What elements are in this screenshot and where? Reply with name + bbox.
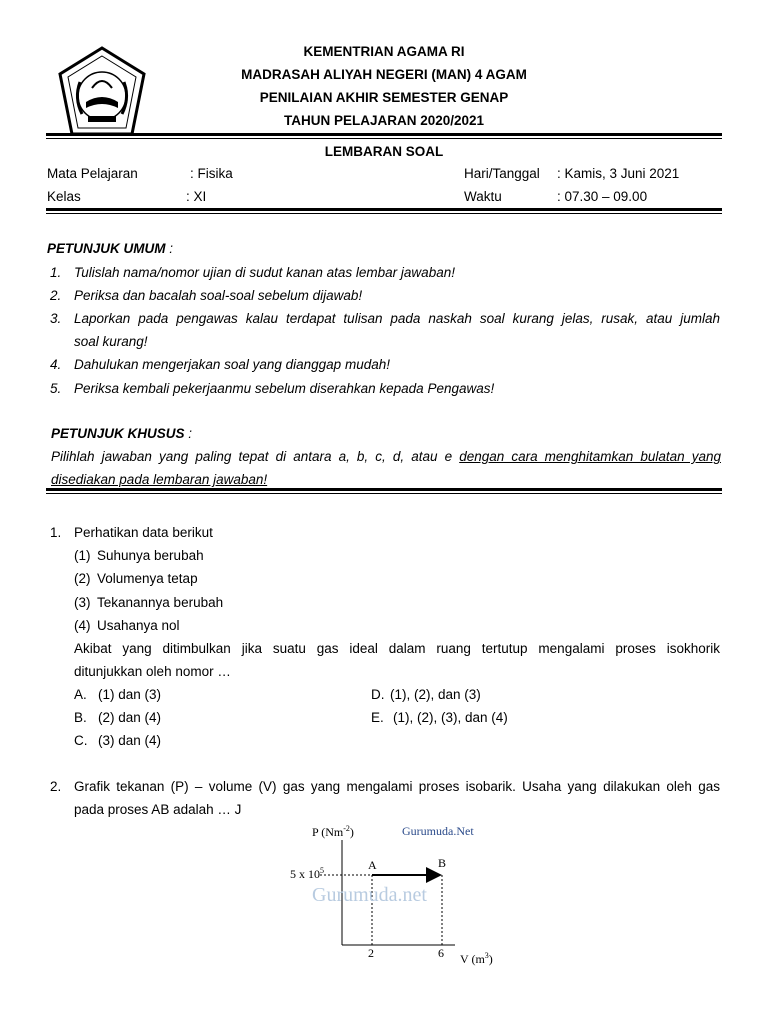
- general-item-cont: soal kurang!: [74, 334, 148, 349]
- header-ministry: KEMENTRIAN AGAMA RI: [303, 44, 465, 59]
- data-item-num: (1): [74, 548, 91, 563]
- question-stem-cont: pada proses AB adalah … J: [74, 802, 242, 817]
- data-item-num: (2): [74, 571, 91, 586]
- option-d-key: D.: [371, 687, 385, 702]
- subject-label: Mata Pelajaran: [47, 166, 138, 181]
- header-exam: PENILAIAN AKHIR SEMESTER GENAP: [259, 90, 509, 105]
- header-school: MADRASAH ALIYAH NEGERI (MAN) 4 AGAM: [241, 67, 527, 82]
- date-label: Hari/Tanggal: [464, 166, 540, 181]
- info-divider-thin: [46, 213, 722, 214]
- general-item: Periksa dan bacalah soal-soal sebelum dijawab!: [74, 288, 363, 303]
- class-value: : XI: [186, 189, 207, 204]
- general-item-num: 4.: [50, 357, 62, 372]
- special-instructions-line1: Pilihlah jawaban yang paling tepat di antara a, b, c, d, atau e dengan cara menghitamkan bulatan yang: [51, 449, 721, 464]
- special-instructions-line2: disediakan pada lembaran jawaban!: [51, 472, 268, 487]
- point-b-label: B: [438, 856, 447, 870]
- data-item-num: (3): [74, 595, 91, 610]
- pv-graph: [280, 820, 520, 970]
- header-year: TAHUN PELAJARAN 2020/2021: [283, 113, 485, 128]
- class-label: Kelas: [47, 189, 81, 204]
- general-item-num: 2.: [50, 288, 62, 303]
- option-c: (3) dan (4): [98, 733, 162, 748]
- general-instructions-title: PETUNJUK UMUM :: [47, 241, 174, 256]
- sheet-title: LEMBARAN SOAL: [324, 144, 444, 159]
- y-axis-label: P $(Nm^{-2})$: [312, 824, 354, 839]
- special-instructions-title: PETUNJUK KHUSUS :: [51, 426, 193, 441]
- x-tick-6: 6: [438, 946, 444, 960]
- data-item-num: (4): [74, 618, 91, 633]
- date-value: : Kamis, 3 Juni 2021: [557, 166, 680, 181]
- general-item-num: 3.: [50, 311, 62, 326]
- watermark-small: Gurumuda.Net: [402, 824, 474, 838]
- header-divider-thin: [46, 138, 722, 139]
- option-c-key: C.: [74, 733, 88, 748]
- option-a-key: A.: [74, 687, 87, 702]
- time-label: Waktu: [464, 189, 502, 204]
- question-prompt-cont: ditunjukkan oleh nomor …: [74, 664, 231, 679]
- general-item: Periksa kembali pekerjaanmu sebelum diserahkan kepada Pengawas!: [74, 381, 495, 396]
- question-prompt: Akibat yang ditimbulkan jika suatu gas ideal dalam ruang tertutup mengalami proses isokhorik: [74, 641, 720, 656]
- subject-value: : Fisika: [190, 166, 233, 181]
- instructions-divider-thin: [46, 493, 722, 494]
- option-e: (1), (2), (3), dan (4): [393, 710, 508, 725]
- option-a: (1) dan (3): [98, 687, 162, 702]
- watermark-large: Gurumuda.net: [312, 884, 427, 906]
- option-e-key: E.: [371, 710, 384, 725]
- header-divider: [46, 133, 722, 136]
- general-item: Laporkan pada pengawas kalau terdapat tulisan pada naskah soal kurang jelas, rusak, atau jumlah: [74, 311, 720, 326]
- option-d: (1), (2), dan (3): [390, 687, 481, 702]
- question-stem: Grafik tekanan (P) – volume (V) gas yang mengalami proses isobarik. Usaha yang dilakukan oleh gas: [74, 779, 720, 794]
- pressure-value-label: 5 x $10^5$: [290, 866, 324, 881]
- general-item-num: 1.: [50, 265, 62, 280]
- option-b: (2) dan (4): [98, 710, 162, 725]
- question-stem: Perhatikan data berikut: [74, 525, 213, 540]
- general-item: Tulislah nama/nomor ujian di sudut kanan atas lembar jawaban!: [74, 265, 455, 280]
- x-axis-label: V $(m^3)$: [460, 951, 493, 966]
- general-item: Dahulukan mengerjakan soal yang dianggap mudah!: [74, 357, 390, 372]
- question-number: 1.: [50, 525, 62, 540]
- question-number: 2.: [50, 779, 62, 794]
- point-a-label: A: [368, 858, 377, 872]
- general-item-num: 5.: [50, 381, 62, 396]
- x-tick-2: 2: [368, 946, 374, 960]
- option-b-key: B.: [74, 710, 87, 725]
- data-item: Volumenya tetap: [97, 571, 198, 586]
- data-item: Usahanya nol: [97, 618, 180, 633]
- data-item: Tekanannya berubah: [97, 595, 224, 610]
- time-value: : 07.30 – 09.00: [557, 189, 648, 204]
- data-item: Suhunya berubah: [97, 548, 204, 563]
- instructions-divider: [46, 488, 722, 491]
- info-divider: [46, 208, 722, 211]
